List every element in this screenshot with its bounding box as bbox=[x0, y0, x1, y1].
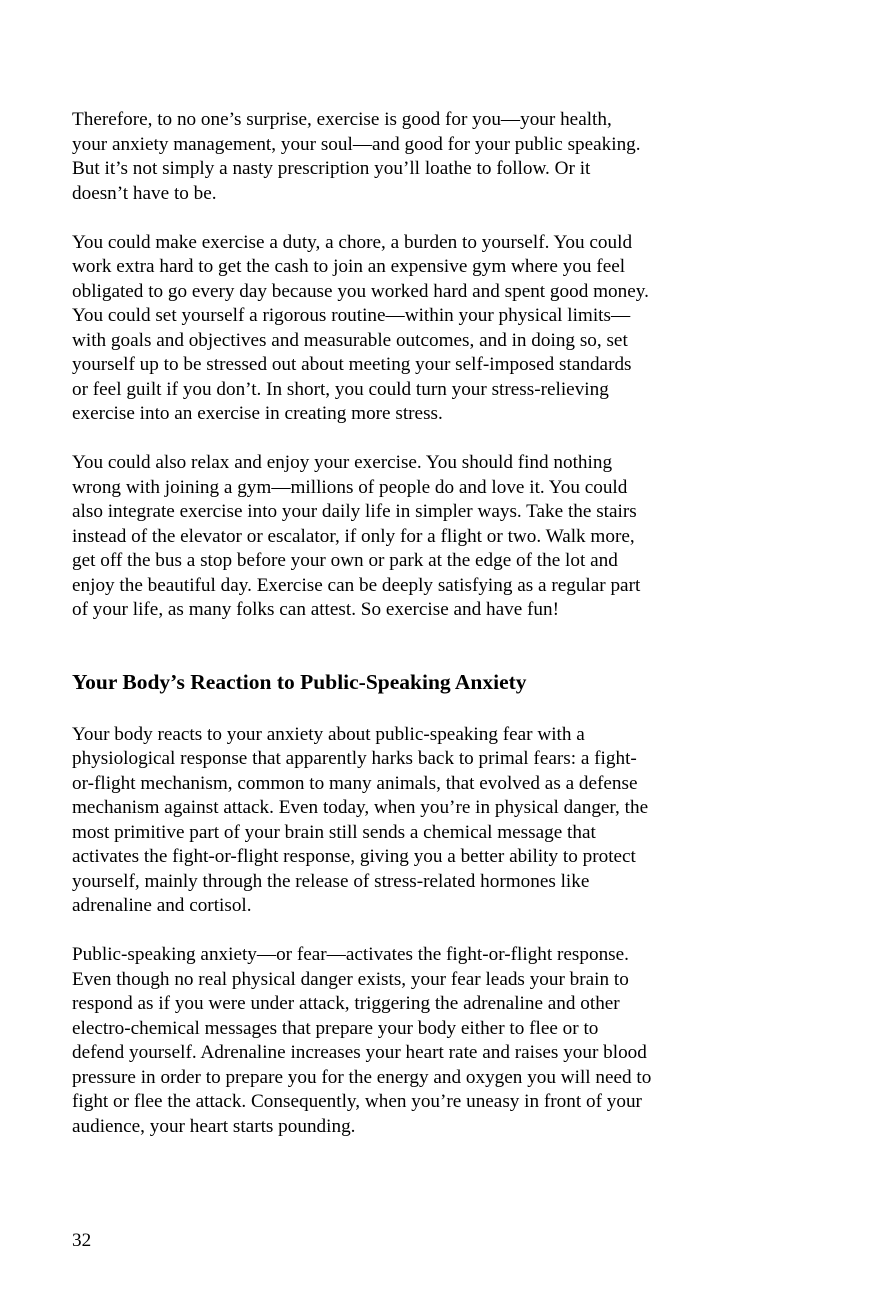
body-paragraph: You could make exercise a duty, a chore, a burden to yourself. You could work extra hard to get the cash to join an expensive gym where you feel obligated to go every day because you worked hard and spent good money. You could set yourself a rigorous routine—within your physical limits— with goals and objectives and measurable outcomes, and in doing so, set yourself up to be stressed out about meeting your self-imposed standards or feel guilt if you don’t. In short, you could turn your stress-relieving exercise into an exercise in creating more stress. bbox=[72, 231, 649, 424]
body-paragraph: Your body reacts to your anxiety about public-speaking fear with a physiological response that apparently harks back to primal fears: a fight- or-flight mechanism, common to many animals, that evolved as a defense mechanism against attack. Even today, when you’re in physical danger, the most primitive part of your brain still sends a chemical message that activates the fight-or-flight response, giving you a better ability to protect yourself, mainly through the release of stress-related hormones like adrenaline and cortisol. bbox=[72, 723, 649, 916]
body-paragraph: Therefore, to no one’s surprise, exercise is good for you—your health, your anxiety management, your soul—and good for your public speaking. But it’s not simply a nasty prescription you’ll loathe to follow. Or it doesn’t have to be. bbox=[72, 109, 641, 204]
body-paragraph: Public-speaking anxiety—or fear—activates the fight-or-flight response. Even though no real physical danger exists, your fear leads your brain to respond as if you were under attack, triggering the adrenaline and other electro-chemical messages that prepare your body either to flee or to defend yourself. Adrenaline increases your heart rate and raises your blood pressure in order to prepare you for the energy and oxygen you will need to fight or flee the attack. Consequently, when you’re uneasy in front of your audience, your heart starts pounding. bbox=[72, 944, 652, 1137]
section-heading: Your Body’s Reaction to Public-Speaking Anxiety bbox=[72, 669, 527, 694]
page-body bbox=[72, 108, 752, 1139]
page-number: 32 bbox=[72, 1230, 92, 1251]
body-paragraph: You could also relax and enjoy your exercise. You should find nothing wrong with joining a gym—millions of people do and love it. You could also integrate exercise into your daily life in simpler ways. Take the stairs instead of the elevator or escalator, if only for a flight or two. Walk more, get off the bus a stop before your own or park at the edge of the lot and enjoy the beautiful day. Exercise can be deeply satisfying as a regular part of your life, as many folks can attest. So exercise and have fun! bbox=[72, 452, 641, 620]
